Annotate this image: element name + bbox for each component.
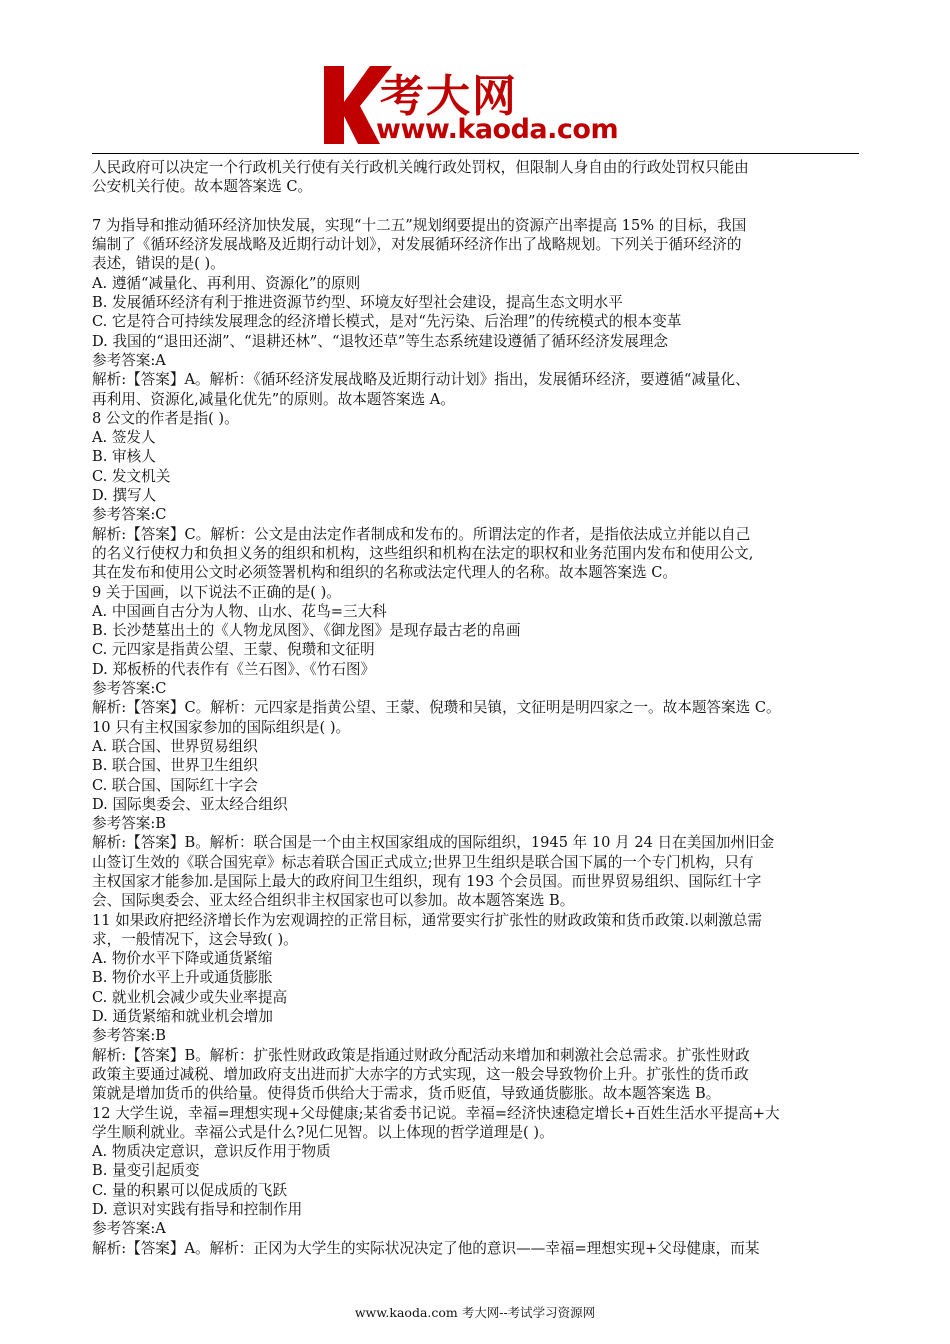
- text-line: D. 我国的“退田还湖”、“退耕还林”、“退牧还草”等生态系统建设遵循了循环经济发展理念: [92, 332, 669, 350]
- text-line: 解析:【答案】A。解析：《循环经济发展战略及近期行动计划》指出，发展循环经济，要遵循“减量化、: [92, 371, 750, 389]
- text-line: 会、国际奥委会、亚太经合组织非主权国家也可以参加。故本题答案选 B。: [92, 892, 575, 910]
- kaoda-logo: [318, 62, 638, 148]
- text-line: 10 只有主权国家参加的国际组织是( )。: [92, 718, 351, 736]
- text-line: A. 签发人: [92, 429, 156, 447]
- text-line: 编制了《循环经济发展战略及近期行动计划》，对发展循环经济作出了战略规划。下列关于循环经济的: [92, 236, 742, 254]
- text-line: 参考答案:B: [92, 815, 167, 833]
- text-line: 再利用、资源化,减量化优先”的原则。故本题答案选 A。: [92, 390, 455, 408]
- text-line: 人民政府可以决定一个行政机关行使有关行政机关魄行政处罚权，但限制人身自由的行政处罚权只能由: [92, 159, 749, 176]
- text-line: 7 为指导和推动循环经济加快发展，实现“十二五”规划纲要提出的资源产出率提高 15% 的目标，我国: [92, 216, 747, 234]
- text-line: C. 元四家是指黄公望、王蒙、倪瓒和文征明: [92, 641, 375, 659]
- text-line: C. 发文机关: [92, 467, 171, 485]
- text-line: B. 发展循环经济有利于推进资源节约型、环境友好型社会建设，提高生态文明水平: [92, 294, 623, 312]
- text-line: 8 公文的作者是指( )。: [92, 409, 239, 427]
- page-header: [0, 0, 950, 155]
- header-divider: [92, 153, 859, 154]
- text-line: A. 物质决定意识，意识反作用于物质: [92, 1143, 331, 1161]
- text-line: 主权国家才能参加.是国际上最大的政府间卫生组织，现有 193 个会员国。而世界贸易组织、国际红十字: [92, 872, 762, 890]
- text-line: A. 联合国、世界贸易组织: [92, 737, 258, 755]
- text-line: D. 国际奥委会、亚太经合组织: [92, 795, 288, 813]
- text-line: 表述，错误的是( )。: [92, 255, 225, 273]
- text-line: 11 如果政府把经济增长作为宏观调控的正常目标，通常要实行扩张性的财政政策和货币政策.以刺激总需: [92, 911, 762, 929]
- text-line: 解析:【答案】B。解析：扩张性财政政策是指通过财政分配活动来增加和刺激社会总需求。扩张性财政: [92, 1046, 750, 1064]
- text-line: 山签订生效的《联合国宪章》标志着联合国正式成立;世界卫生组织是联合国下属的一个专门机构，只有: [92, 853, 754, 871]
- text-line: A. 物价水平下降或通货紧缩: [92, 950, 273, 968]
- page-footer: www.kaoda.com 考大网--考试学习资源网: [354, 1305, 596, 1320]
- text-line: 的名义行使权力和负担义务的组织和机构，这些组织和机构在法定的职权和业务范围内发布和使用公文,: [92, 544, 754, 562]
- logo-brand-text: 考大网: [380, 71, 518, 122]
- blank-line: [92, 197, 862, 216]
- text-line: 12 大学生说，幸福=理想实现+父母健康;某省委书记说。幸福=经济快速稳定增长+百姓生活水平提高+大: [92, 1104, 780, 1122]
- text-line: 策就是增加货币的供给量。使得货币供给大于需求，货币贬值，导致通货膨胀。故本题答案选 B。: [92, 1085, 721, 1103]
- text-line: B. 量变引起质变: [92, 1162, 200, 1180]
- text-line: 参考答案:A: [92, 351, 166, 369]
- text-line: C. 就业机会减少或失业率提高: [92, 988, 288, 1006]
- text-line: D. 郑板桥的代表作有《兰石图》、《竹石图》: [92, 660, 376, 678]
- text-line: 学生顺利就业。幸福公式是什么?见仁见智。以上体现的哲学道理是( )。: [92, 1123, 554, 1141]
- logo-url-text: www.kaoda.com: [376, 114, 619, 145]
- text-line: A. 遵循“减量化、再利用、资源化”的原则: [92, 274, 361, 292]
- text-line: 解析:【答案】A。解析：正冈为大学生的实际状况决定了他的意识——幸福=理想实现+父母健康，而某: [92, 1239, 760, 1257]
- text-line: B. 物价水平上升或通货膨胀: [92, 969, 273, 987]
- text-line: A. 中国画自古分为人物、山水、花鸟=三大科: [92, 602, 387, 620]
- text-line: D. 意识对实践有指导和控制作用: [92, 1201, 303, 1219]
- text-line: 其在发布和使用公文时必须签署机构和组织的名称或法定代理人的名称。故本题答案选 C。: [92, 564, 677, 582]
- text-line: D. 通货紧缩和就业机会增加: [92, 1008, 273, 1026]
- text-line: 求，一般情况下，这会导致( )。: [92, 930, 298, 948]
- text-line: 公安机关行使。故本题答案选 C。: [92, 178, 313, 196]
- text-line: 参考答案:C: [92, 680, 167, 698]
- document-body: [92, 158, 862, 1258]
- text-line: B. 联合国、世界卫生组织: [92, 757, 258, 775]
- text-line: 参考答案:B: [92, 1027, 167, 1045]
- text-line: 参考答案:A: [92, 1220, 166, 1238]
- text-line: 解析:【答案】C。解析：公文是由法定作者制成和发布的。所谓法定的作者，是指依法成立并能以自己: [92, 525, 751, 543]
- text-line: 解析:【答案】B。解析：联合国是一个由主权国家组成的国际组织，1945 年 10 月 24 日在美国加州旧金: [92, 834, 775, 852]
- text-line: C. 它是符合可持续发展理念的经济增长模式，是对“先污染、后治理”的传统模式的根本变革: [92, 313, 682, 331]
- text-line: B. 长沙楚墓出土的《人物龙凤图》、《御龙图》是现存最古老的帛画: [92, 622, 521, 640]
- text-line: 参考答案:C: [92, 506, 167, 524]
- text-line: B. 审核人: [92, 448, 156, 466]
- text-line: C. 联合国、国际红十字会: [92, 776, 258, 794]
- text-line: 政策主要通过减税、增加政府支出进而扩大赤字的方式实现，这一般会导致物价上升。扩张性的货币政: [92, 1065, 749, 1083]
- text-line: 9 关于国画，以下说法不正确的是( )。: [92, 583, 341, 601]
- text-line: 解析:【答案】C。解析：元四家是指黄公望、王蒙、倪瓒和吴镇，文征明是明四家之一。故本题答案选 C。: [92, 699, 781, 717]
- text-line: D. 撰写人: [92, 487, 157, 505]
- text-line: C. 量的积累可以促成质的飞跃: [92, 1181, 288, 1199]
